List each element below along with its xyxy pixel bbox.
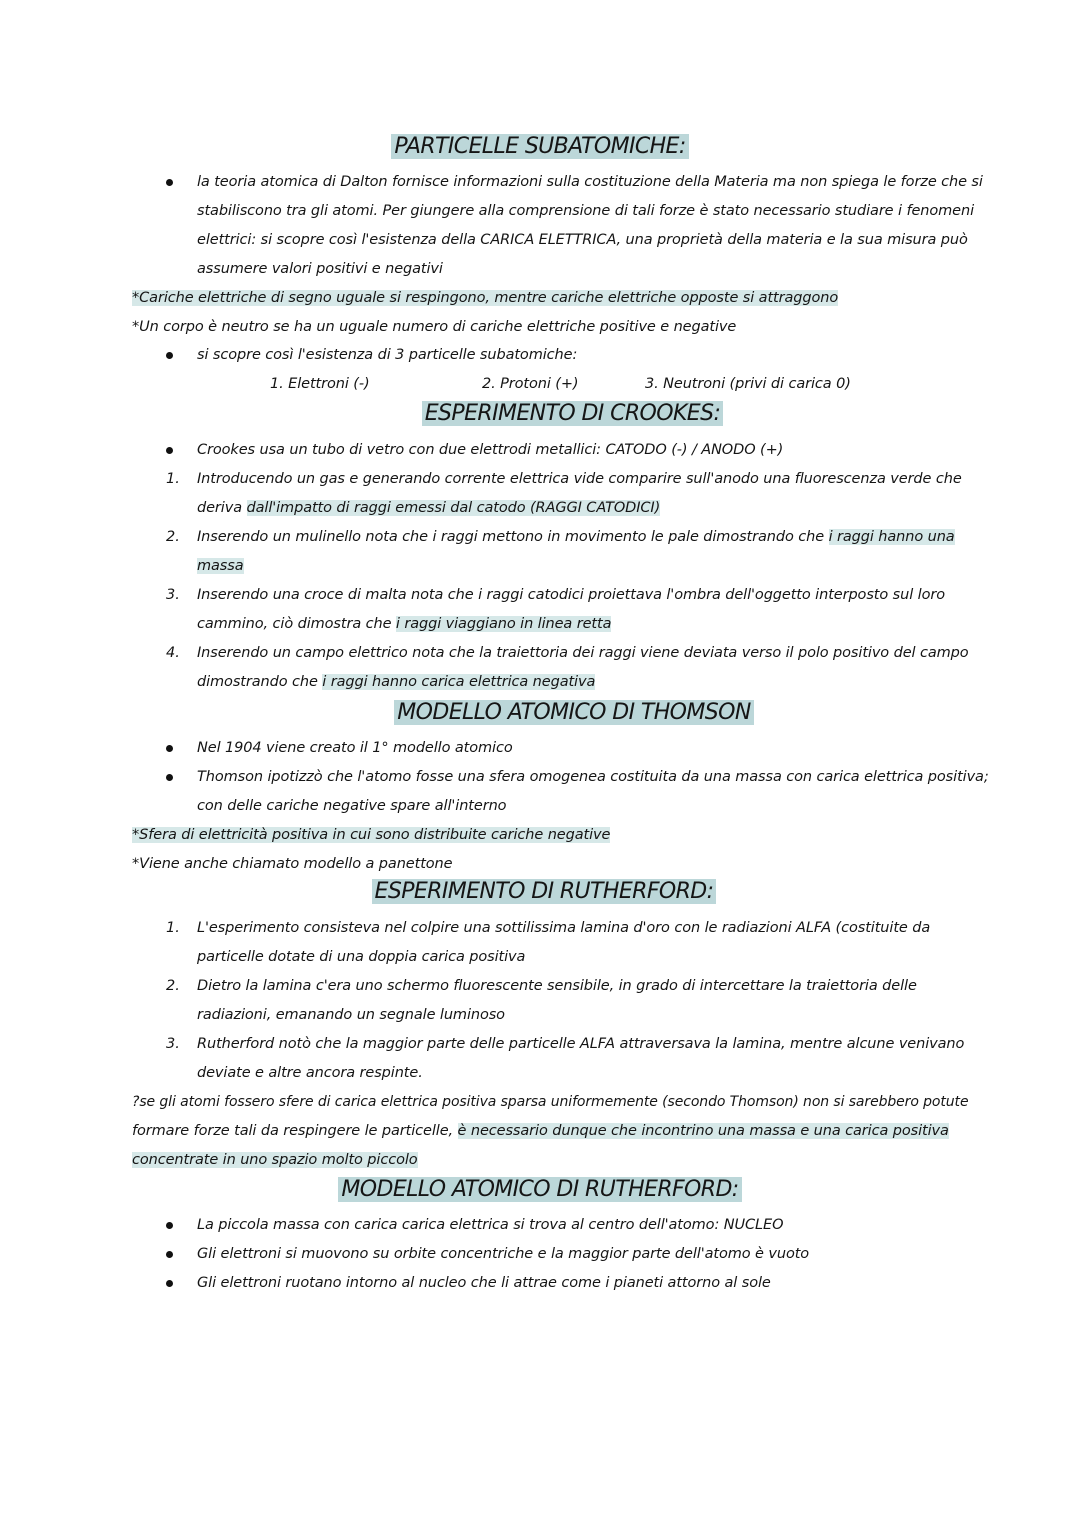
- list-number: 1.: [166, 920, 180, 936]
- section-title-rutherford-model: [0, 1175, 1080, 1205]
- highlight: dall'impatto di raggi emessi dal catodo (RAGGI CATODICI): [246, 500, 661, 516]
- highlight: concentrate in uno spazio molto piccolo: [132, 1152, 418, 1168]
- paragraph-line: [197, 672, 595, 692]
- list-number: 3.: [166, 587, 180, 603]
- bullet-icon: [166, 447, 173, 454]
- paragraph-line: con delle cariche negative spare all'interno: [197, 798, 507, 814]
- paragraph-line: particelle dotate di una doppia carica positiva: [197, 949, 526, 965]
- paragraph-line: deviate e altre ancora respinte.: [197, 1065, 423, 1081]
- paragraph-line: Gli elettroni ruotano intorno al nucleo che li attrae come i pianeti attorno al sole: [197, 1275, 771, 1291]
- bullet-icon: [166, 352, 173, 359]
- paragraph-line: radiazioni, emanando un segnale luminoso: [197, 1007, 505, 1023]
- note-line: [132, 825, 610, 845]
- bullet-icon: [166, 179, 173, 186]
- highlight: i raggi viaggiano in linea retta: [395, 616, 612, 632]
- particle-item: 2. Protoni (+): [482, 376, 579, 392]
- paragraph-line: la teoria atomica di Dalton fornisce informazioni sulla costituzione della Materia ma non spiega le forze che si: [197, 174, 983, 190]
- paragraph-line: Inserendo un campo elettrico nota che la traiettoria dei raggi viene deviata verso il polo positivo del campo: [197, 645, 969, 661]
- paragraph-line: Crookes usa un tubo di vetro con due elettrodi metallici: CATODO (-) / ANODO (+): [197, 442, 784, 458]
- paragraph-line: Dietro la lamina c'era uno schermo fluorescente sensibile, in grado di intercettare la traiettoria delle: [197, 978, 917, 994]
- paragraph-line: [197, 556, 244, 576]
- list-number: 2.: [166, 978, 180, 994]
- paragraph-line: stabiliscono tra gli atomi. Per giungere alla comprensione di tali forze è stato necessario studiare i fenomeni: [197, 203, 975, 219]
- section-title-text: MODELLO ATOMICO DI THOMSON: [394, 700, 753, 725]
- paragraph-line: si scopre così l'esistenza di 3 particelle subatomiche:: [197, 347, 578, 363]
- list-number: 3.: [166, 1036, 180, 1052]
- paragraph-line: Rutherford notò che la maggior parte delle particelle ALFA attraversava la lamina, mentre alcune venivano: [197, 1036, 965, 1052]
- text-span: cammino, ciò dimostra che: [197, 616, 396, 632]
- highlight: massa: [197, 558, 244, 574]
- section-title-text: ESPERIMENTO DI RUTHERFORD:: [372, 879, 717, 904]
- highlight: è necessario dunque che incontrino una massa e una carica positiva: [457, 1123, 949, 1139]
- bullet-icon: [166, 1280, 173, 1287]
- highlight: *Cariche elettriche di segno uguale si respingono, mentre cariche elettriche opposte si attraggono: [132, 290, 839, 306]
- paragraph-line: Nel 1904 viene creato il 1° modello atomico: [197, 740, 513, 756]
- section-title-rutherford-experiment: [0, 877, 1080, 907]
- section-title-subatomic: [0, 132, 1080, 162]
- text-span: deriva: [197, 500, 247, 516]
- note-line: *Viene anche chiamato modello a panettone: [132, 856, 453, 872]
- highlight: *Sfera di elettricità positiva in cui sono distribuite cariche negative: [132, 827, 611, 843]
- list-number: 4.: [166, 645, 180, 661]
- paragraph-line: assumere valori positivi e negativi: [197, 261, 443, 277]
- note-line: *Un corpo è neutro se ha un uguale numero di cariche elettriche positive e negative: [132, 319, 737, 335]
- bullet-icon: [166, 774, 173, 781]
- paragraph-line: L'esperimento consisteva nel colpire una sottilissima lamina d'oro con le radiazioni ALFA (costituite da: [197, 920, 931, 936]
- paragraph-line: Gli elettroni si muovono su orbite concentriche e la maggior parte dell'atomo è vuoto: [197, 1246, 810, 1262]
- section-title-crookes: [0, 399, 1080, 429]
- list-number: 2.: [166, 529, 180, 545]
- bullet-icon: [166, 1251, 173, 1258]
- paragraph-line: elettrici: si scopre così l'esistenza della CARICA ELETTRICA, una proprietà della materia e la sua misura può: [197, 232, 968, 248]
- section-title-text: ESPERIMENTO DI CROOKES:: [422, 401, 724, 426]
- paragraph-line: Thomson ipotizzò che l'atomo fosse una sfera omogenea costituita da una massa con carica elettrica positiva;: [197, 769, 989, 785]
- section-title-thomson: [0, 698, 1080, 728]
- text-span: formare forze tali da respingere le particelle,: [132, 1123, 458, 1139]
- paragraph-line: Introducendo un gas e generando corrente elettrica vide comparire sull'anodo una fluorescenza verde che: [197, 471, 962, 487]
- text-span: Inserendo un mulinello nota che i raggi mettono in movimento le pale dimostrando che: [197, 529, 829, 545]
- highlight: i raggi hanno una: [828, 529, 955, 545]
- paragraph-line: Inserendo una croce di malta nota che i raggi catodici proiettava l'ombra dell'oggetto interposto sul loro: [197, 587, 945, 603]
- section-title-text: PARTICELLE SUBATOMICHE:: [391, 134, 688, 159]
- paragraph-line: [132, 1150, 418, 1170]
- paragraph-line: [197, 498, 660, 518]
- paragraph-line: [132, 1121, 949, 1141]
- list-number: 1.: [166, 471, 180, 487]
- highlight: i raggi hanno carica elettrica negativa: [322, 674, 596, 690]
- paragraph-line: La piccola massa con carica carica elettrica si trova al centro dell'atomo: NUCLEO: [197, 1217, 784, 1233]
- bullet-icon: [166, 1222, 173, 1229]
- text-span: dimostrando che: [197, 674, 323, 690]
- particle-item: 1. Elettroni (-): [270, 376, 370, 392]
- paragraph-line: [197, 614, 611, 634]
- particle-item: 3. Neutroni (privi di carica 0): [645, 376, 851, 392]
- paragraph-line: ?se gli atomi fossero sfere di carica elettrica positiva sparsa uniformemente (secondo Thomson) non si sarebbero potute: [132, 1094, 969, 1110]
- paragraph-line: [197, 527, 955, 547]
- section-title-text: MODELLO ATOMICO DI RUTHERFORD:: [338, 1177, 741, 1202]
- bullet-icon: [166, 745, 173, 752]
- note-line: [132, 288, 838, 308]
